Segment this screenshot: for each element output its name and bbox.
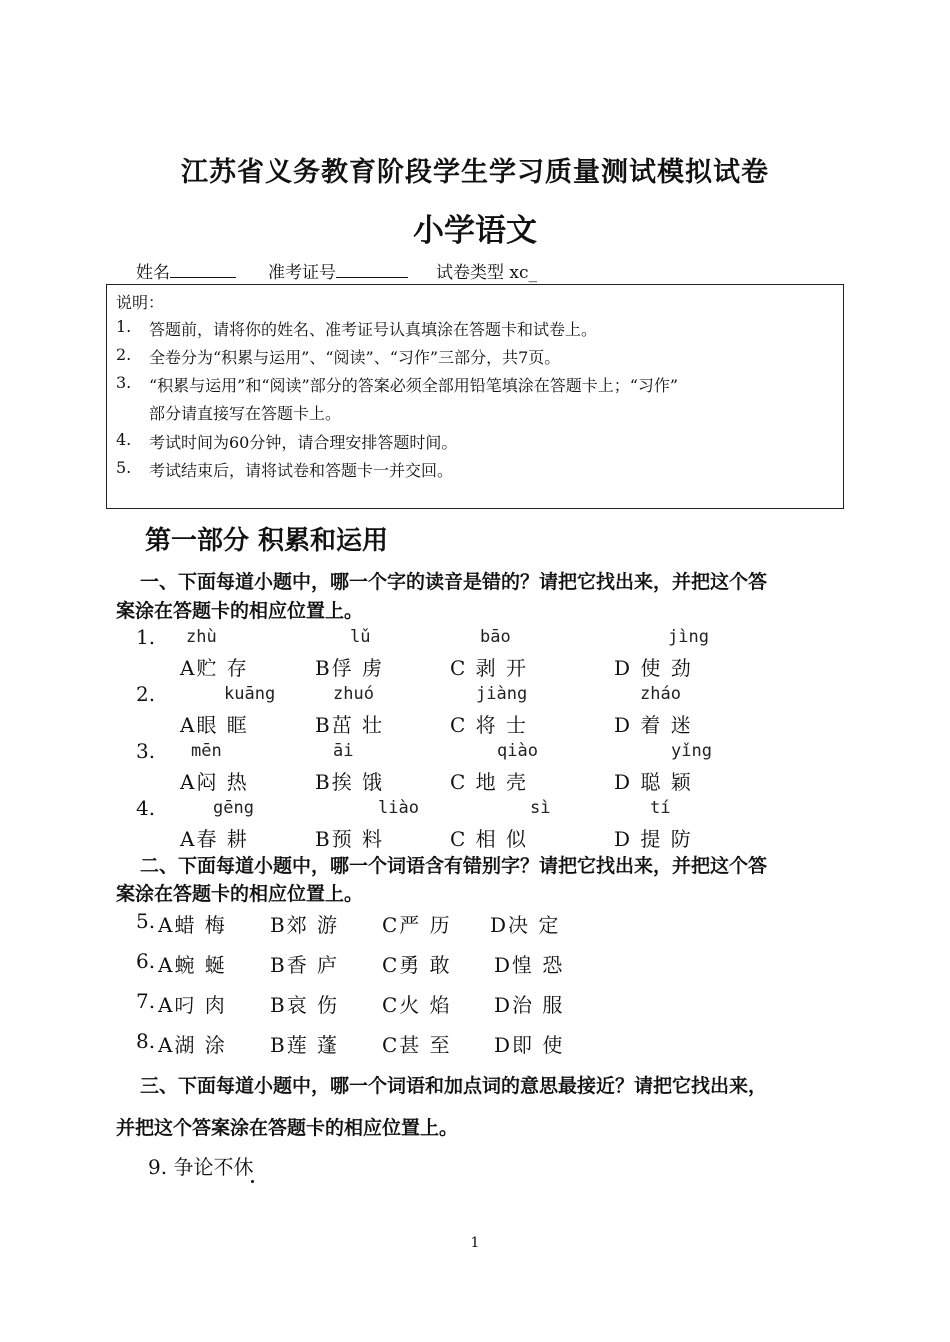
- question-instruction: 一、下面每道小题中，哪一个字的读音是错的？请把它找出来，并把这个答: [140, 571, 768, 593]
- pinyin: kuāng: [224, 684, 276, 704]
- name-blank: [170, 263, 236, 278]
- option: D 聪 颖: [614, 770, 693, 794]
- option: B俘 虏: [315, 656, 385, 680]
- item-number: 2.: [136, 682, 156, 706]
- option: A叼 肉: [158, 993, 227, 1017]
- paper-type: 试卷类型 xc_: [436, 263, 538, 283]
- question-instruction-continued: 案涂在答题卡的相应位置上。: [116, 600, 364, 622]
- pinyin: mēn: [191, 741, 222, 761]
- note-number: 3.: [116, 373, 132, 392]
- note-number: 5.: [116, 458, 132, 477]
- pinyin: āi: [333, 741, 354, 761]
- item-number: 5.: [136, 909, 156, 933]
- option: A蜿 蜒: [158, 953, 227, 977]
- option: A眼 眶: [180, 713, 249, 737]
- note-text: 答题前，请将你的姓名、准考证号认真填涂在答题卡和试卷上。: [149, 320, 598, 339]
- pinyin: tí: [650, 798, 671, 818]
- option: D决 定: [490, 913, 561, 937]
- question-instruction-continued: 并把这个答案涂在答题卡的相应位置上。: [116, 1117, 459, 1139]
- option: B挨 饿: [315, 770, 385, 794]
- pinyin: jiàng: [476, 684, 528, 704]
- option: C火 焰: [382, 993, 452, 1017]
- note-text: 全卷分为“积累与运用”、“阅读”、“习作”三部分，共7页。: [149, 348, 561, 367]
- emphasis-dot: [251, 1180, 254, 1183]
- option: C甚 至: [382, 1033, 452, 1057]
- note-text: 考试时间为60分钟，请合理安排答题时间。: [149, 433, 458, 452]
- note-number: 1.: [116, 317, 132, 336]
- instructions-header: 说明：: [116, 293, 165, 312]
- ticket-field: [268, 258, 408, 283]
- option: B哀 伤: [270, 993, 340, 1017]
- question-instruction-continued: 案涂在答题卡的相应位置上。: [116, 883, 364, 905]
- pinyin: bāo: [480, 627, 511, 647]
- pinyin: zhuó: [333, 684, 374, 704]
- exam-title: 江苏省义务教育阶段学生学习质量测试模拟试卷: [181, 157, 769, 188]
- note-text: “积累与运用”和“阅读”部分的答案必须全部用铅笔填涂在答题卡上；“习作”: [149, 376, 679, 395]
- pinyin: sì: [530, 798, 551, 818]
- option: A蜡 梅: [158, 913, 227, 937]
- note-text-continued: 部分请直接写在答题卡上。: [149, 404, 342, 423]
- option: B茁 壮: [315, 713, 385, 737]
- pinyin: jìng: [668, 627, 709, 647]
- pinyin: lǔ: [350, 627, 371, 647]
- option: C 剥 开: [450, 656, 529, 680]
- name-label: 姓名: [136, 263, 170, 283]
- option: B香 庐: [270, 953, 340, 977]
- item-number: 6.: [136, 949, 156, 973]
- pinyin: qiào: [497, 741, 538, 761]
- subject-title: 小学语文: [413, 213, 537, 249]
- option: D 提 防: [614, 827, 693, 851]
- pinyin: yǐng: [671, 741, 712, 761]
- name-field: [136, 258, 236, 283]
- option: C 将 士: [450, 713, 529, 737]
- item-number: 1.: [136, 625, 156, 649]
- option: B预 料: [315, 827, 385, 851]
- option: A闷 热: [180, 770, 249, 794]
- question-instruction: 二、下面每道小题中，哪一个词语含有错别字？请把它找出来，并把这个答: [140, 855, 768, 877]
- option: B莲 蓬: [270, 1033, 340, 1057]
- item-number: 7.: [136, 989, 156, 1013]
- option: A春 耕: [180, 827, 249, 851]
- pinyin: gēng: [213, 798, 254, 818]
- option: B郊 游: [270, 913, 340, 937]
- option: A湖 涂: [158, 1033, 227, 1057]
- page-number: 1: [470, 1235, 480, 1251]
- ticket-blank: [336, 263, 408, 278]
- pinyin: zháo: [640, 684, 681, 704]
- option: D治 服: [494, 993, 565, 1017]
- option: D 使 劲: [614, 656, 693, 680]
- note-number: 2.: [116, 345, 132, 364]
- option: C 相 似: [450, 827, 529, 851]
- question-9: 9. 争论不休: [148, 1155, 254, 1179]
- pinyin: liào: [378, 798, 419, 818]
- option: D即 使: [494, 1033, 565, 1057]
- section-heading: 第一部分 积累和运用: [145, 526, 389, 556]
- item-number: 3.: [136, 739, 156, 763]
- note-number: 4.: [116, 430, 132, 449]
- option: C严 历: [382, 913, 452, 937]
- item-number: 4.: [136, 796, 156, 820]
- option: D 着 迷: [614, 713, 693, 737]
- option: C勇 敢: [382, 953, 452, 977]
- option: D惶 恐: [494, 953, 565, 977]
- pinyin: zhù: [186, 627, 217, 647]
- note-text: 考试结束后，请将试卷和答题卡一并交回。: [149, 461, 454, 480]
- question-instruction: 三、下面每道小题中，哪一个词语和加点词的意思最接近？请把它找出来，: [140, 1075, 768, 1097]
- option: C 地 壳: [450, 770, 529, 794]
- ticket-label: 准考证号: [268, 263, 336, 283]
- item-number: 8.: [136, 1029, 156, 1053]
- option: A贮 存: [180, 656, 249, 680]
